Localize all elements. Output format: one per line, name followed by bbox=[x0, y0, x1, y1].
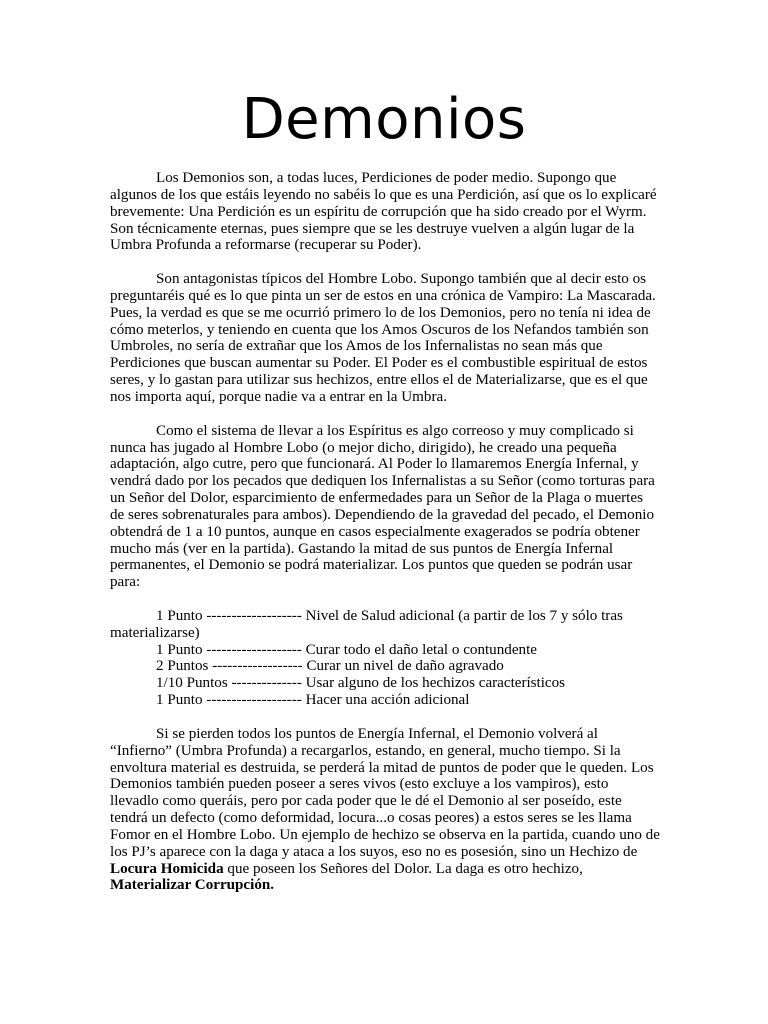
spell-name-materializar-corrupcion: Materializar Corrupción bbox=[110, 877, 271, 894]
list-item: 1 Punto ------------------- Hacer una acción adicional bbox=[156, 692, 470, 709]
spell-name-locura-homicida: Locura Homicida bbox=[110, 860, 224, 877]
paragraph-3: Como el sistema de llevar a los Espíritus es algo correoso y muy complicado si nunca has jugado al Hombre Lobo (o mejor dicho, dirigido), he creado una pequeña adaptación, algo cutre, pero que funcionará. Al Poder lo llamaremos Energía Infernal, y vendrá dado por los pecados que dediquen los Infernalistas a su Señor (como torturas para un Señor del Dolor, esparcimiento de enfermedades para un Señor de la Plaga o muertes de seres sobrenaturales para ambos). Dependiendo de la gravedad del pecado, el Demonio obtendrá de 1 a 10 puntos, aunque en casos especialmente exagerados se podría obtener mucho más (ver en la partida). Gastando la mitad de sus puntos de Energía Infernal permanentes, el Demonio se podrá materializar. Los puntos que queden se podrán usar para: bbox=[110, 422, 655, 591]
list-item: 1 Punto ------------------- Nivel de Salud adicional (a partir de los 7 y sólo tras materializarse) bbox=[110, 607, 623, 641]
document-body bbox=[110, 170, 660, 911]
paragraph-4-middle: que poseen los Señores del Dolor. La daga es otro hechizo, bbox=[223, 860, 583, 877]
points-list bbox=[110, 608, 660, 709]
paragraph-4-end: . bbox=[270, 877, 275, 894]
paragraph-1: Los Demonios son, a todas luces, Perdiciones de poder medio. Supongo que algunos de los que estáis leyendo no sabéis lo que es una Perdición, así que os lo explicaré brevemente: Una Perdición es un espíritu de corrupción que ha sido creado por el Wyrm. Son técnicamente eternas, pues siempre que se les destruye vuelven a algún lugar de la Umbra Profunda a reformarse (recuperar su Poder). bbox=[110, 170, 657, 254]
paragraph-2: Son antagonistas típicos del Hombre Lobo. Supongo también que al decir esto os preguntaréis qué es lo que pinta un ser de estos en una crónica de Vampiro: La Mascarada. Pues, la verdad es que se me ocurrió primero lo de los Demonios, pero no tenía ni idea de cómo meterlos, y teniendo en cuenta que los Amos Oscuros de los Nefandos también son Umbroles, no sería de extrañar que los Amos de los Infernalistas no sean más que Perdiciones que buscan aumentar su Poder. El Poder es el combustible espiritual de estos seres, y lo gastan para utilizar sus hechizos, entre ellos el de Materializarse, que es el que nos importa aquí, porque nadie va a entrar en la Umbra. bbox=[110, 271, 656, 405]
list-item: 2 Puntos ------------------ Curar un nivel de daño agravado bbox=[156, 658, 504, 675]
paragraph-4 bbox=[110, 726, 660, 894]
document-title: Demonios bbox=[241, 87, 527, 152]
list-item: 1/10 Puntos -------------- Usar alguno de los hechizos característicos bbox=[156, 675, 566, 692]
paragraph-4-text: Si se pierden todos los puntos de Energía Infernal, el Demonio volverá al “Infierno” (Umbra Profunda) a recargarlos, estando, en general, mucho tiempo. Si la envoltura material es destruida, se perderá la mitad de puntos de poder que le queden. Los Demonios también pueden poseer a seres vivos (esto excluye a los vampiros), esto llevadlo como queráis, pero por cada poder que le dé el Demonio al ser poseído, este tendrá un defecto (como deformidad, locura...o cosas peores) a estos seres se les llama Fomor en el Hombre Lobo. Un ejemplo de hechizo se observa en la partida, cuando uno de los PJ’s aparece con la daga y ataca a los suyos, eso no es posesión, sino un Hechizo de bbox=[110, 725, 660, 860]
list-item: 1 Punto ------------------- Curar todo el daño letal o contundente bbox=[156, 641, 537, 658]
